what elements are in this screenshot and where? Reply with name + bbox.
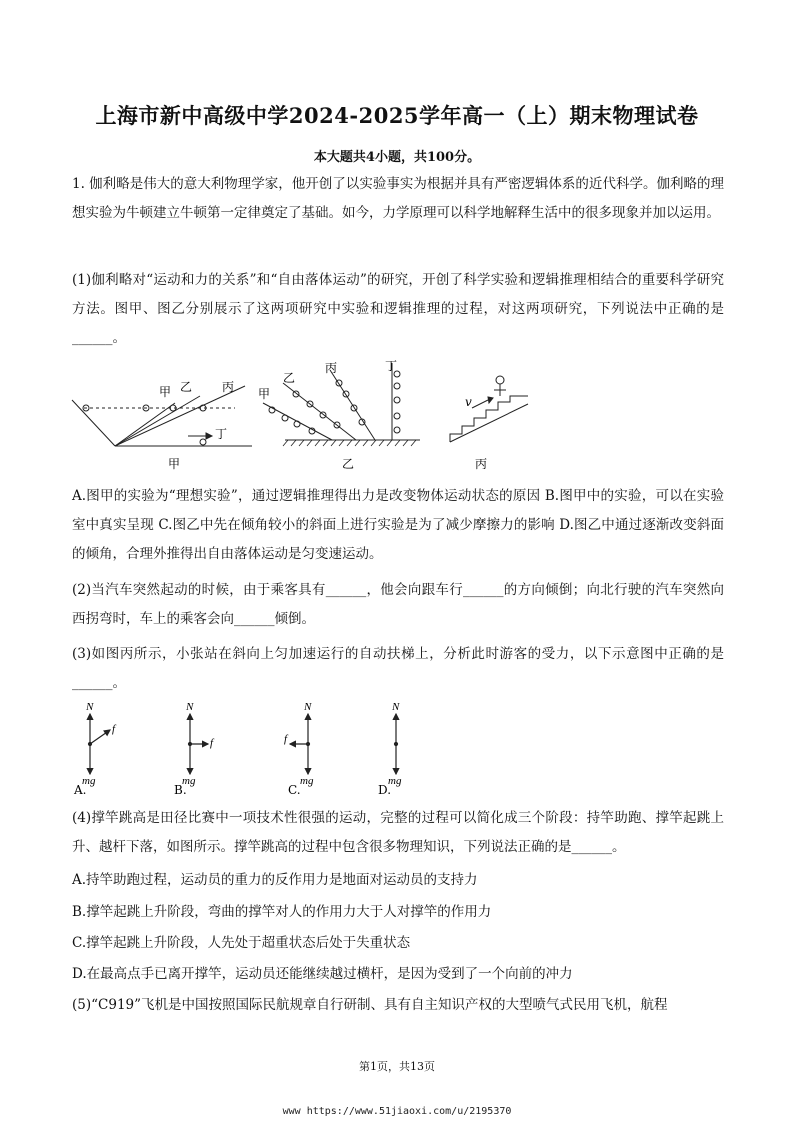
part-4-option-a: A.持竿助跑过程，运动员的重力的反作用力是地面对运动员的支持力 <box>72 872 478 888</box>
label-yi: 乙 <box>180 380 193 394</box>
label-bing: 丙 <box>222 380 235 394</box>
caption-jia: 甲 <box>168 457 181 471</box>
label-c-f: f <box>284 733 288 745</box>
force-diagram-c <box>290 714 310 774</box>
label-a-mg: mg <box>82 775 96 787</box>
question-1-intro: 1. 伽利略是伟大的意大利物理学家，他开创了以实验事实为根据并具有严密逻辑体系的近代科学。伽利略的理想实验为牛顿建立牛顿第一定律奠定了基础。如今，力学原理可以科学地解释生活中的很多现象并加以运用。 <box>72 176 724 221</box>
caption-yi: 乙 <box>342 457 355 471</box>
page-number: 第1页，共13页 <box>359 1060 435 1073</box>
label-ding: 丁 <box>215 427 228 441</box>
question-1-part-2: (2)当汽车突然起动的时候，由于乘客具有______，他会向跟车行______的方向倾倒；向北行驶的汽车突然向西拐弯时，车上的乘客会向______倾倒。 <box>72 582 724 627</box>
label-a-N: N <box>86 701 94 713</box>
label-d-N: N <box>392 701 400 713</box>
page-subtitle: 本大题共4小题，共100分。 <box>313 150 481 165</box>
label-a-f: f <box>112 723 116 735</box>
option-a-label: A. <box>74 783 87 796</box>
figure-bing <box>450 376 528 442</box>
option-d-label: D. <box>378 783 392 796</box>
label-yi-bing: 丙 <box>325 361 338 375</box>
question-1-part-1-options: A.图甲的实验为“理想实验”，通过逻辑推理得出力是改变物体运动状态的原因 B.图甲中的实验，可以在实验室中真实呈现 C.图乙中先在倾角较小的斜面上进行实验是为了减少摩擦力的影响 D.图乙中通过逐渐改变斜面的倾角，合理外推得出自由落体运动是匀变速运动。 <box>72 488 724 562</box>
question-1-part-5: (5)“C919”飞机是中国按照国际民航规章自行研制、具有自主知识产权的大型喷气式民用飞机，航程 <box>72 997 668 1013</box>
part-4-option-b: B.撑竿起跳上升阶段，弯曲的撑竿对人的作用力大于人对撑竿的作用力 <box>72 904 492 920</box>
page-title: 上海市新中高级中学2024-2025学年高一（上）期末物理试卷 <box>95 103 699 128</box>
label-d-mg: mg <box>388 775 402 787</box>
label-v: v <box>465 395 472 409</box>
label-c-mg: mg <box>300 775 314 787</box>
label-c-N: N <box>304 701 312 713</box>
label-yi-yi: 乙 <box>283 371 296 385</box>
force-diagram-b <box>189 714 209 774</box>
label-yi-jia: 甲 <box>258 387 271 401</box>
figure-galileo-experiments <box>70 358 530 476</box>
question-1-part-4: (4)撑竿跳高是田径比赛中一项技术性很强的运动，完整的过程可以简化成三个阶段：持竿助跑、撑竿起跳上升、越杆下落，如图所示。撑竿跳高的过程中包含很多物理知识，下列说法正确的是______。 <box>72 810 724 855</box>
question-1-part-3: (3)如图丙所示，小张站在斜向上匀加速运行的自动扶梯上，分析此时游客的受力，以下示意图中正确的是______。 <box>72 646 724 691</box>
label-b-mg: mg <box>182 775 196 787</box>
option-b-label: B. <box>174 783 187 796</box>
part-4-option-c: C.撑竿起跳上升阶段，人先处于超重状态后处于失重状态 <box>72 935 411 951</box>
force-diagram-a <box>89 714 111 774</box>
part-4-option-d: D.在最高点手已离开撑竿，运动员还能继续越过横杆，是因为受到了一个向前的冲力 <box>72 966 573 982</box>
option-c-label: C. <box>288 783 301 796</box>
figure-force-diagrams <box>70 700 450 796</box>
caption-bing: 丙 <box>475 457 488 471</box>
force-diagram-d <box>395 714 398 774</box>
label-b-f: f <box>210 737 214 749</box>
label-jia: 甲 <box>159 385 172 399</box>
label-b-N: N <box>186 701 194 713</box>
watermark-url: www https://www.51jiaoxi.com/u/2195370 <box>282 1106 512 1117</box>
question-1-part-1: (1)伽利略对“运动和力的关系”和“自由落体运动”的研究，开创了科学实验和逻辑推理相结合的重要科学研究方法。图甲、图乙分别展示了这两项研究中实验和逻辑推理的过程，对这两项研究，下列说法中正确的是______。 <box>72 272 724 346</box>
label-yi-ding: 丁 <box>385 359 398 373</box>
